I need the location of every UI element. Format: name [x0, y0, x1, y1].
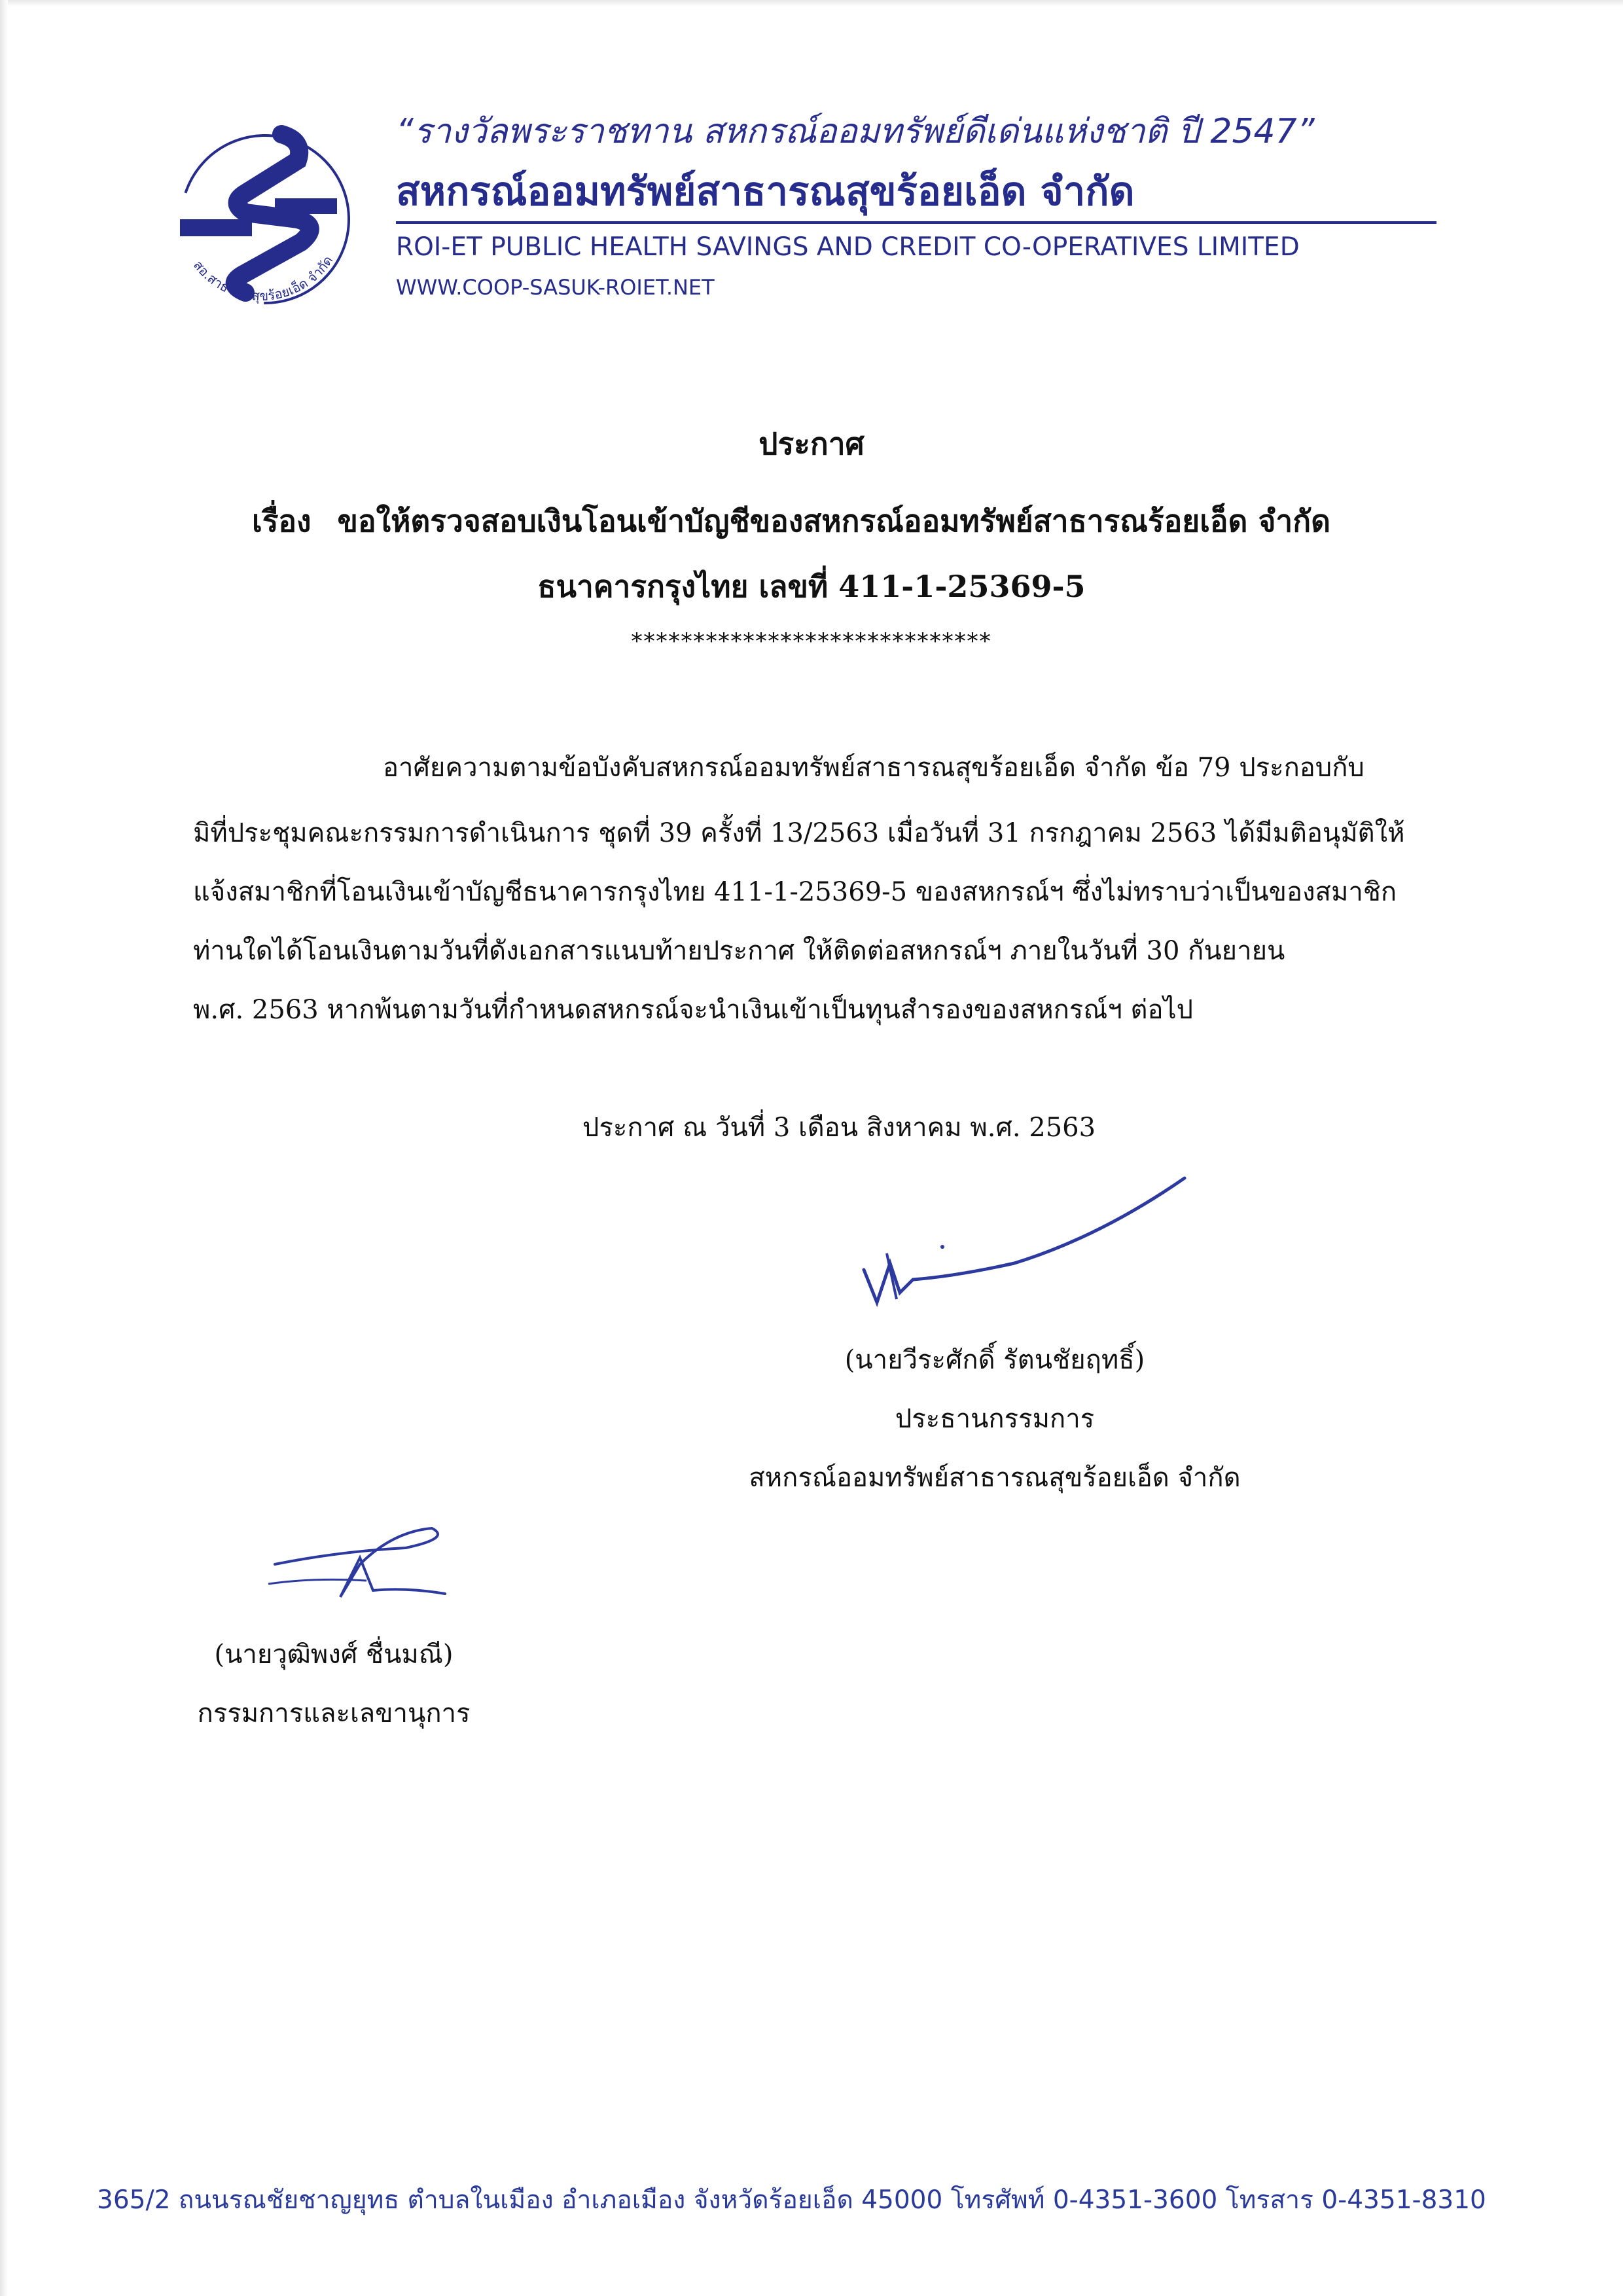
- body-line-1: อาศัยความตามข้อบังคับสหกรณ์ออมทรัพย์สาธารณสุขร้อยเอ็ด จำกัด ข้อ 79 ประกอบกับ: [383, 753, 1364, 783]
- cooperative-logo: [167, 121, 357, 311]
- org-name-thai: สหกรณ์ออมทรัพย์สาธารณสุขร้อยเอ็ด จำกัด: [396, 169, 1135, 215]
- subject-label: เรื่อง: [252, 503, 312, 539]
- separator-stars: *****************************: [631, 628, 992, 655]
- announcement-heading: ประกาศ: [758, 426, 865, 461]
- website-link[interactable]: WWW.COOP-SASUK-ROIET.NET: [396, 275, 715, 300]
- scan-edge-left: [0, 0, 8, 2296]
- subject-text: ขอให้ตรวจสอบเงินโอนเข้าบัญชีของสหกรณ์ออมทรัพย์สาธารณร้อยเอ็ด จำกัด: [337, 503, 1330, 539]
- letterhead-divider: [396, 221, 1436, 224]
- motto: “รางวัลพระราชทาน สหกรณ์ออมทรัพย์ดีเด่นแห่งชาติ ปี 2547”: [396, 112, 1315, 151]
- bank-account-line: ธนาคารกรุงไทย เลขที่ 411-1-25369-5: [537, 569, 1086, 604]
- secretary-signature: [262, 1525, 458, 1610]
- org-name-english: ROI-ET PUBLIC HEALTH SAVINGS AND CREDIT CO-OPERATIVES LIMITED: [396, 232, 1300, 262]
- body-line-2: มิที่ประชุมคณะกรรมการดำเนินการ ชุดที่ 39 ครั้งที่ 13/2563 เมื่อวันที่ 31 กรกฎาคม 2563 ได้มีมติอนุมัติให้: [193, 818, 1405, 848]
- secretary-position: กรรมการและเลขานุการ: [197, 1698, 471, 1729]
- footer-address: 365/2 ถนนรณชัยชาญยุทธ ตำบลในเมือง อำเภอเมือง จังหวัดร้อยเอ็ด 45000 โทรศัพท์ 0-4351-3600 โทรสาร 0-4351-8310: [97, 2185, 1486, 2215]
- chairman-name: (นายวีระศักดิ์ รัตนชัยฤทธิ์): [844, 1345, 1145, 1375]
- subject-line: [252, 497, 1330, 545]
- chairman-signature: [851, 1165, 1191, 1329]
- date-line: ประกาศ ณ วันที่ 3 เดือน สิงหาคม พ.ศ. 2563: [582, 1113, 1096, 1143]
- secretary-name: (นายวุฒิพงศ์ ชื่นมณี): [214, 1640, 454, 1670]
- logo-ring-text: สอ.สาธารณสุขร้อยเอ็ด จำกัด: [190, 253, 336, 304]
- scan-edge-top: [0, 0, 1623, 7]
- chairman-position: ประธานกรรมการ: [895, 1404, 1095, 1434]
- chairman-organization: สหกรณ์ออมทรัพย์สาธารณสุขร้อยเอ็ด จำกัด: [749, 1463, 1241, 1493]
- body-line-4: ท่านใดได้โอนเงินตามวันที่ดังเอกสารแนบท้ายประกาศ ให้ติดต่อสหกรณ์ฯ ภายในวันที่ 30 กันยายน: [193, 936, 1285, 966]
- body-line-3: แจ้งสมาชิกที่โอนเงินเข้าบัญชีธนาคารกรุงไทย 411-1-25369-5 ของสหกรณ์ฯ ซึ่งไม่ทราบว่าเป็นของสมาชิก: [193, 877, 1397, 907]
- body-line-5: พ.ศ. 2563 หากพ้นตามวันที่กำหนดสหกรณ์จะนำเงินเข้าเป็นทุนสำรองของสหกรณ์ฯ ต่อไป: [193, 995, 1194, 1025]
